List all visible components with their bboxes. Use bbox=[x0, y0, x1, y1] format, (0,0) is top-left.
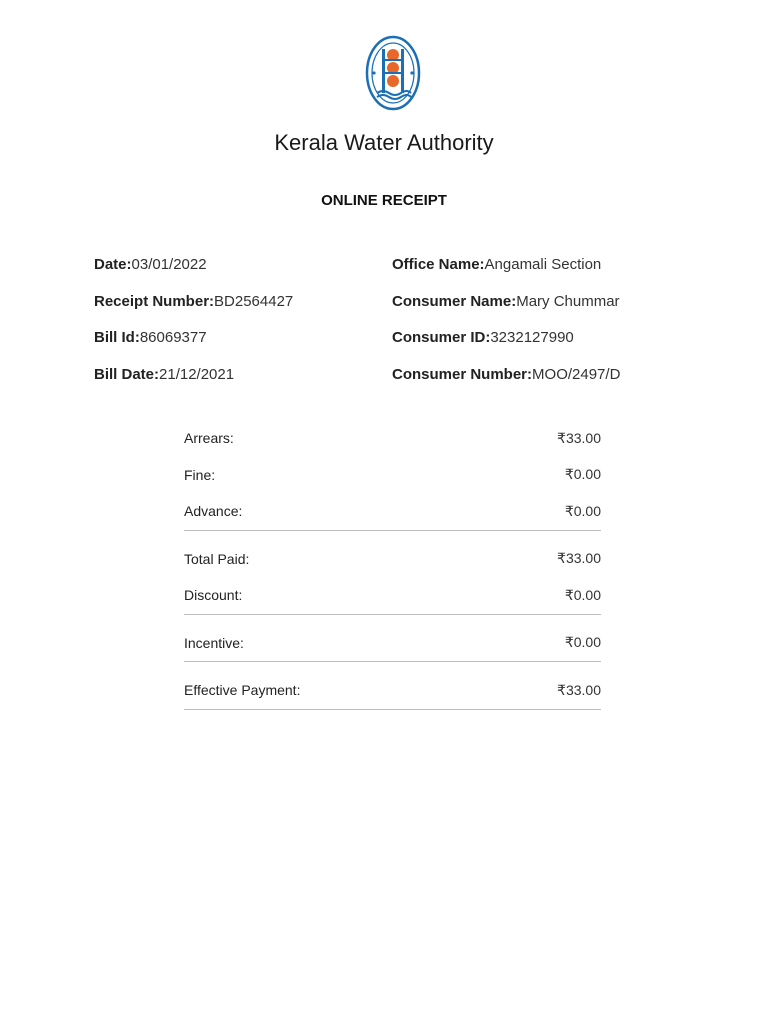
office-name-value: Angamali Section bbox=[484, 256, 602, 273]
date-label: Date: bbox=[94, 256, 132, 273]
consumer-number-label: Consumer Number: bbox=[392, 365, 533, 383]
info-row-date bbox=[94, 255, 293, 292]
receipt-title: ONLINE RECEIPT bbox=[321, 192, 447, 209]
incentive-value: ₹0.00 bbox=[564, 634, 601, 651]
amount-row-fine bbox=[184, 457, 601, 494]
advance-label: Advance: bbox=[184, 503, 243, 520]
divider bbox=[184, 530, 601, 531]
amount-row-arrears bbox=[184, 420, 601, 457]
bill-date-value: 21/12/2021 bbox=[159, 365, 235, 383]
divider bbox=[184, 709, 601, 710]
receipt-info-right bbox=[392, 255, 620, 401]
logo-emblem-icon bbox=[365, 35, 421, 111]
amount-row-incentive bbox=[184, 625, 601, 662]
consumer-name-label: Consumer Name: bbox=[392, 292, 517, 310]
info-row-bill-id bbox=[94, 328, 293, 365]
receipt-number-label: Receipt Number: bbox=[94, 292, 215, 310]
effective-payment-value: ₹33.00 bbox=[557, 681, 601, 698]
date-value: 03/01/2022 bbox=[131, 256, 207, 273]
amount-row-total-paid bbox=[184, 541, 601, 578]
total-paid-value: ₹33.00 bbox=[557, 550, 601, 567]
arrears-label: Arrears: bbox=[184, 430, 234, 447]
effective-payment-label: Effective Payment: bbox=[184, 682, 301, 699]
receipt-info-left bbox=[94, 255, 293, 401]
organization-title: Kerala Water Authority bbox=[274, 130, 494, 155]
advance-value: ₹0.00 bbox=[564, 502, 601, 519]
office-name-label: Office Name: bbox=[392, 256, 485, 273]
consumer-id-label: Consumer ID: bbox=[392, 329, 491, 346]
bill-date-label: Bill Date: bbox=[94, 365, 160, 383]
info-row-consumer-id bbox=[392, 328, 620, 365]
discount-label: Discount: bbox=[184, 587, 243, 604]
amount-row-discount bbox=[184, 577, 601, 614]
divider bbox=[184, 614, 601, 615]
amount-row-effective-payment bbox=[184, 672, 601, 709]
bill-id-value: 86069377 bbox=[139, 329, 207, 346]
fine-value: ₹0.00 bbox=[564, 466, 601, 483]
info-row-receipt-number bbox=[94, 292, 293, 329]
info-row-consumer-number bbox=[392, 365, 620, 402]
incentive-label: Incentive: bbox=[184, 634, 244, 651]
arrears-value: ₹33.00 bbox=[557, 429, 601, 446]
divider bbox=[184, 661, 601, 662]
consumer-name-value: Mary Chummar bbox=[516, 292, 620, 310]
total-paid-label: Total Paid: bbox=[184, 550, 250, 567]
info-row-bill-date bbox=[94, 365, 293, 402]
info-row-office-name bbox=[392, 255, 620, 292]
bill-id-label: Bill Id: bbox=[94, 329, 140, 346]
info-row-consumer-name bbox=[392, 292, 620, 329]
consumer-id-value: 3232127990 bbox=[490, 329, 574, 346]
receipt-number-value: BD2564427 bbox=[214, 292, 294, 310]
payment-breakdown bbox=[184, 420, 601, 720]
fine-label: Fine: bbox=[184, 466, 216, 483]
consumer-number-value: MOO/2497/D bbox=[532, 365, 621, 383]
discount-value: ₹0.00 bbox=[564, 586, 601, 603]
amount-row-advance bbox=[184, 493, 601, 530]
kerala-water-authority-logo bbox=[365, 35, 421, 111]
